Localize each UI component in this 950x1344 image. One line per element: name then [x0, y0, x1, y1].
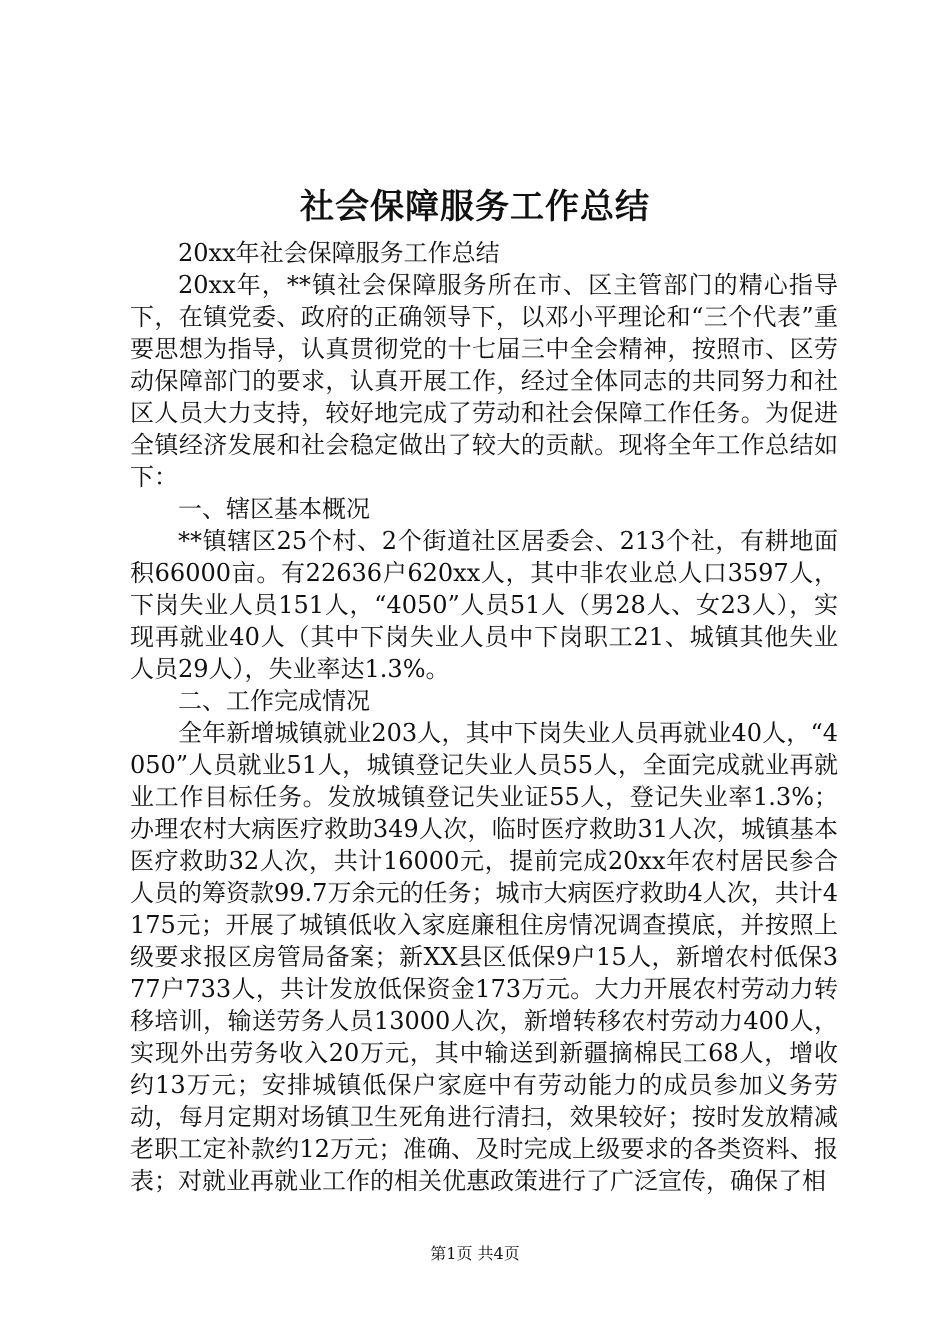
- document-title: 社会保障服务工作总结: [300, 187, 650, 227]
- section-heading-work-completion: 二、工作完成情况: [178, 687, 370, 715]
- page-number-footer: 第1页 共4页: [430, 1244, 520, 1263]
- work-completion-paragraph: 全年新增城镇就业203人，其中下岗失业人员再就业40人，“4050”人员就业51人，城镇登记失业人员55人，全面完成就业再就业工作目标任务。发放城镇登记失业证55人，登记失业率1.3%；办理农村大病医疗救助349人次，临时医疗救助31人次，城镇基本医疗救助32人次，共计16000元，提前完成20xx年农村居民参合人员的筹资款99.7万余元的任务；城市大病医疗救助4人次，共计4175元；开展了城镇低收入家庭廉租住房情况调查摸底，并按照上级要求报区房管局备案；新XX县区低保9户15人，新增农村低保377户733人，共计发放低保资金173万元。大力开展农村劳动力转移培训，输送劳务人员13000人次，新增转移农村劳动力400人，实现外出劳务收入20万元，其中输送到新疆摘棉民工68人，增收约13万元；安排城镇低保户家庭中有劳动能力的成员参加义务劳动，每月定期对场镇卫生死角进行清扫，效果较好；按时发放精减老职工定补款约12万元；准确、及时完成上级要求的各类资料、报表；对就业再就业工作的相关优惠政策进行了广泛宣传，确保了相: [130, 719, 838, 1195]
- intro-paragraph: 20xx年，**镇社会保障服务所在市、区主管部门的精心指导下，在镇党委、政府的正确领导下，以邓小平理论和“三个代表”重要思想为指导，认真贯彻党的十七届三中全会精神，按照市、区劳动保障部门的要求，认真开展工作，经过全体同志的共同努力和社区人员大力支持，较好地完成了劳动和社会保障工作任务。为促进全镇经济发展和社会稳定做出了较大的贡献。现将全年工作总结如下：: [130, 271, 838, 491]
- overview-paragraph: **镇辖区25个村、2个街道社区居委会、213个社，有耕地面积66000亩。有22636户620xx人，其中非农业总人口3597人，下岗失业人员151人，“4050”人员51人（男28人、女23人），实现再就业40人（其中下岗失业人员中下岗职工21、城镇其他失业人员29人），失业率达1.3%。: [130, 527, 838, 683]
- subtitle-paragraph: 20xx年社会保障服务工作总结: [178, 239, 500, 267]
- section-heading-overview: 一、辖区基本概况: [178, 495, 370, 523]
- document-body: [130, 237, 838, 1197]
